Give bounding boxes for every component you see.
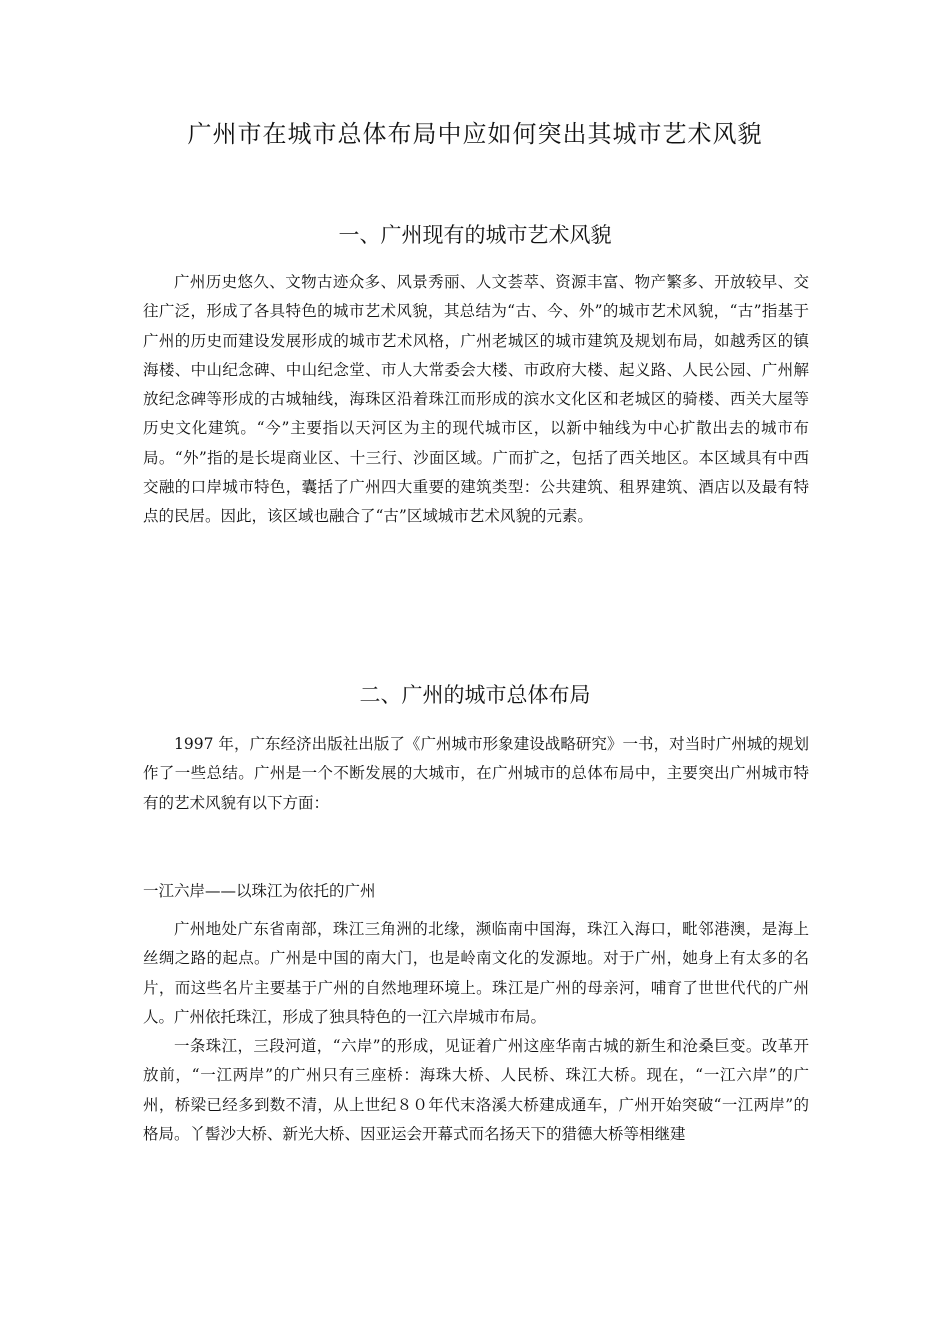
section-2-body: [143, 730, 809, 818]
section-2-paragraph: 1997 年，广东经济出版社出版了《广州城市形象建设战略研究》一书，对当时广州城的规划作了一些总结。广州是一个不断发展的大城市，在广州城市的总体布局中，主要突出广州城市特有的艺术风貌有以下方面：: [143, 735, 809, 812]
section-heading-1: 一、广州现有的城市艺术风貌: [338, 223, 612, 247]
subsection-paragraph-2: 一条珠江，三段河道，“六岸”的形成，见证着广州这座华南古城的新生和沧桑巨变。改革开放前，“一江两岸”的广州只有三座桥：海珠大桥、人民桥、珠江大桥。现在，“一江六岸”的广州，桥梁已经多到数不清，从上世纪８０年代末洛溪大桥建成通车，广州开始突破“一江两岸”的格局。丫髻沙大桥、新光大桥、因亚运会开幕式而名扬天下的猎德大桥等相继建: [143, 1037, 809, 1144]
section-heading-2: 二、广州的城市总体布局: [359, 683, 591, 707]
subsection-paragraph-1: 广州地处广东省南部，珠江三角洲的北缘，濒临南中国海，珠江入海口，毗邻港澳，是海上丝绸之路的起点。广州是中国的南大门，也是岭南文化的发源地。对于广州，她身上有太多的名片，而这些名片主要基于广州的自然地理环境上。珠江是广州的母亲河，哺育了世世代代的广州人。广州依托珠江，形成了独具特色的一江六岸城市布局。: [143, 920, 809, 1026]
section-1-body: [143, 268, 809, 532]
document-title: 广州市在城市总体布局中应如何突出其城市艺术风貌: [187, 120, 763, 148]
subsection-body: [143, 915, 809, 1149]
section-1-paragraph: 广州历史悠久、文物古迹众多、风景秀丽、人文荟萃、资源丰富、物产繁多、开放较早、交往广泛，形成了各具特色的城市艺术风貌，其总结为“古、今、外”的城市艺术风貌，“古”指基于广州的历史而建设发展形成的城市艺术风格，广州老城区的城市建筑及规划布局，如越秀区的镇海楼、中山纪念碑、中山纪念堂、市人大常委会大楼、市政府大楼、起义路、人民公园、广州解放纪念碑等形成的古城轴线，海珠区沿着珠江而形成的滨水文化区和老城区的骑楼、西关大屋等历史文化建筑。“今”主要指以天河区为主的现代城市区，以新中轴线为中心扩散出去的城市布局。“外”指的是长堤商业区、十三行、沙面区域。广而扩之，包括了西关地区。本区域具有中西交融的口岸城市特色，囊括了广州四大重要的建筑类型：公共建筑、租界建筑、酒店以及最有特点的民居。因此，该区域也融合了“古”区域城市艺术风貌的元素。: [143, 273, 809, 526]
subsection-heading: 一江六岸——以珠江为依托的广州: [143, 882, 376, 900]
